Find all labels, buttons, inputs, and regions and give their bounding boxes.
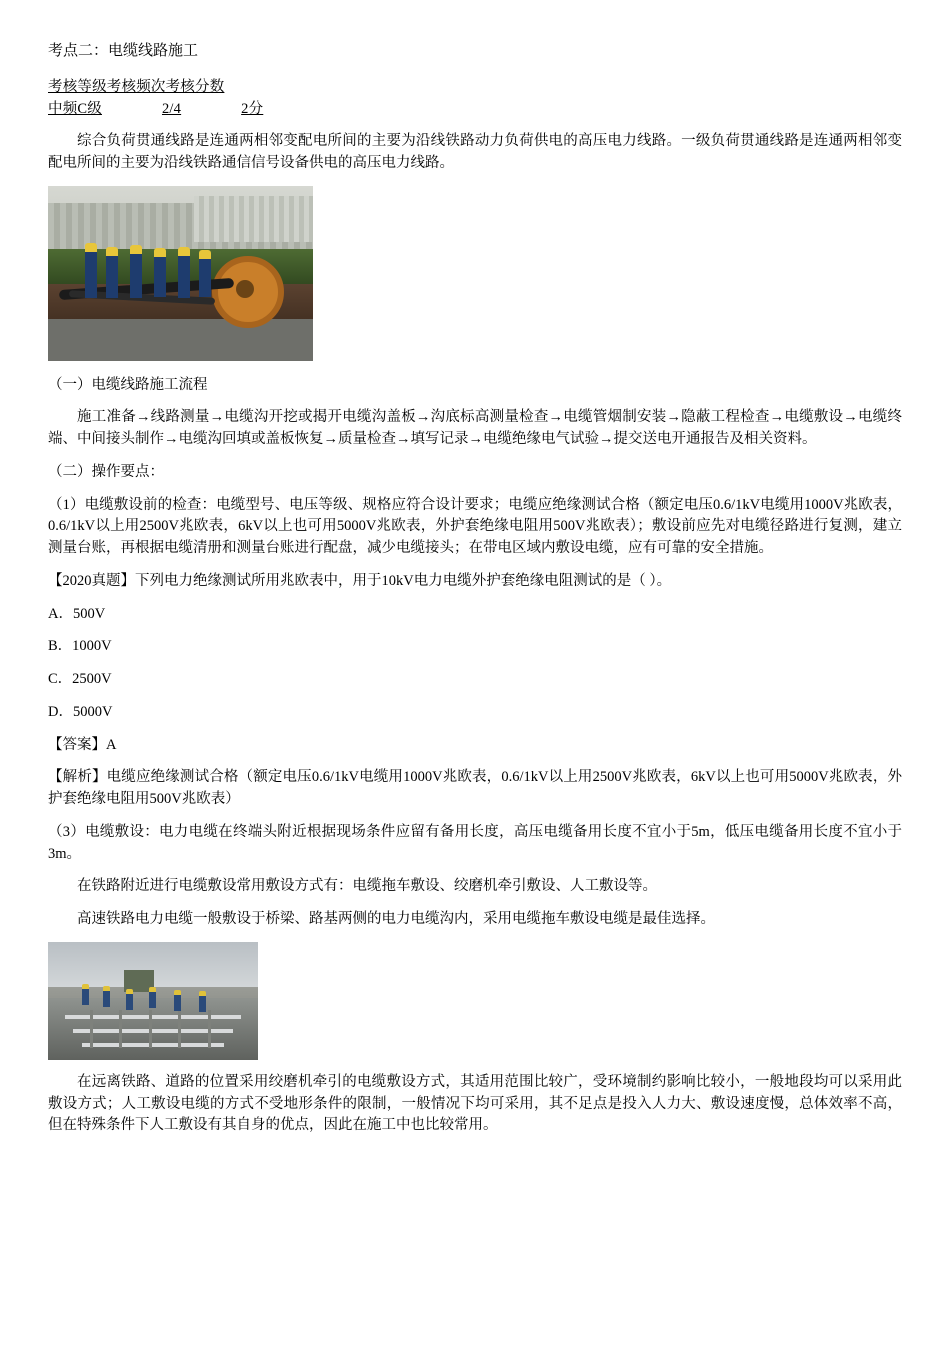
answer-line: 【答案】A bbox=[48, 736, 117, 753]
exam-question: 【2020真题】下列电力绝缘测试所用兆欧表中，用于10kV电力电缆外护套绝缘电阻测试的是（ ）。 bbox=[48, 572, 672, 589]
exam-table-header-text: 考核等级考核频次考核分数 bbox=[48, 78, 225, 95]
option-d: D．5000V bbox=[48, 703, 113, 720]
analysis-line: 【解析】电缆应绝缘测试合格（额定电压0.6/1kV电缆用1000V兆欧表，0.6/1kV以上用2500V兆欧表，6kV以上也可用5000V兆欧表，外护套绝缘电阻用500V兆欧表） bbox=[48, 769, 902, 807]
point-3: （3）电缆敷设：电力电缆在终端头附近根据现场条件应留有备用长度，高压电缆备用长度不宜小于5m，低压电缆备用长度不宜小于3m。 bbox=[48, 823, 902, 862]
exam-score: 2分 bbox=[241, 101, 264, 118]
photo-railway-cable-work bbox=[48, 942, 258, 1060]
option-b: B．1000V bbox=[48, 638, 112, 655]
intro-paragraph: 综合负荷贯通线路是连通两相邻变配电所间的主要为沿线铁路动力负荷供电的高压电力线路。一级负荷贯通线路是连通两相邻变配电所间的主要为沿线铁路通信信号设备供电的高压电力线路。 bbox=[48, 133, 902, 171]
exam-level: 中频C级 bbox=[48, 101, 102, 118]
option-c: C．2500V bbox=[48, 671, 112, 687]
exam-frequency: 2/4 bbox=[161, 101, 182, 118]
exam-table-row bbox=[48, 99, 902, 121]
point-1: （1）电缆敷设前的检查：电缆型号、电压等级、规格应符合设计要求；电缆应绝缘测试合格（额定电压0.6/1kV电缆用1000V兆欧表，0.6/1kV以上用2500V兆欧表，6kV以上也可用5000V兆欧表，外护套绝缘电阻用500V兆欧表）；敷设前应先对电缆径路进行复测，建立测量台账，再根据电缆清册和测量台账进行配盘，减少电缆接头；在带电区域内敷设电缆，应有可靠的安全措施。 bbox=[48, 496, 902, 556]
construction-flow: 施工准备→线路测量→电缆沟开挖或揭开电缆沟盖板→沟底标高测量检查→电缆管烟制安装→隐蔽工程检查→电缆敷设→电缆终端、中间接头制作→电缆沟回填或盖板恢复→质量检查→填写记录→电缆绝缘电气试验→提交送电开通报告及相关资料。 bbox=[48, 409, 902, 447]
section2-title: （二）操作要点： bbox=[48, 463, 164, 480]
section1-title: （一）电缆线路施工流程 bbox=[48, 376, 208, 393]
closing-paragraph: 在远离铁路、道路的位置采用绞磨机牵引的电缆敷设方式，其适用范围比较广，受环境制约影响比较小，一般地段均可以采用此敷设方式；人工敷设电缆的方式不受地形条件的限制，一般情况下均可采用，其不足点是投入人力大、敷设速度慢，总体效率不高，但在特殊条件下人工敷设有其自身的优点，因此在施工中也比较常用。 bbox=[48, 1073, 902, 1134]
point-3b: 在铁路附近进行电缆敷设常用敷设方式有：电缆拖车敷设、绞磨机牵引敷设、人工敷设等。 bbox=[77, 878, 657, 895]
photo-cable-laying-site bbox=[48, 186, 313, 361]
option-a: A．500V bbox=[48, 605, 106, 622]
point-3c: 高速铁路电力电缆一般敷设于桥梁、路基两侧的电力电缆沟内，采用电缆拖车敷设电缆是最佳选择。 bbox=[77, 911, 715, 927]
exam-table-header bbox=[48, 77, 902, 99]
page-title: 考点二：电缆线路施工 bbox=[48, 43, 199, 59]
